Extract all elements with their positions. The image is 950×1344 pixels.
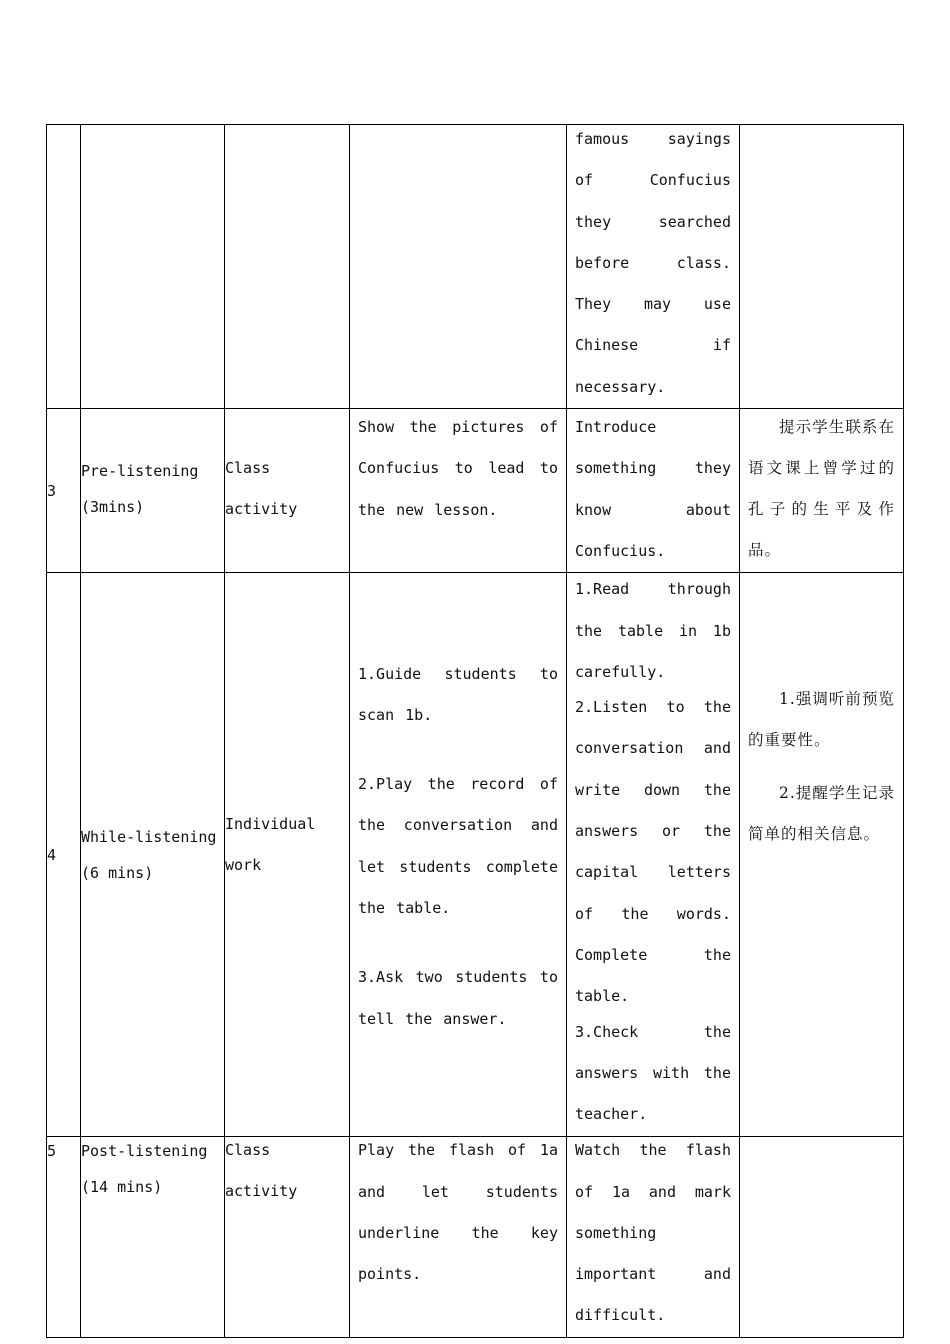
stage-cell	[81, 573, 225, 1137]
mode-cell	[225, 409, 350, 573]
mode-label-2: work	[225, 855, 262, 874]
teacher-activity-cell	[350, 125, 567, 409]
step-number-cell	[47, 573, 81, 1137]
stage-cell	[81, 409, 225, 573]
mode-label-1: Class	[225, 1141, 271, 1160]
lesson-plan-table	[46, 124, 904, 1338]
teaching-note-2: 2.提醒学生记录简单的相关信息。	[748, 783, 895, 843]
stage-duration: (14 mins)	[81, 1178, 163, 1197]
stage-name: While-listening	[81, 827, 217, 846]
teacher-step-3: 3.Ask two students to tell the answer.	[358, 968, 558, 1028]
teacher-step-1: 1.Guide students to scan 1b.	[358, 664, 558, 724]
table-row	[47, 409, 904, 573]
student-activity-cell	[567, 409, 740, 573]
mode-label-2: activity	[225, 1182, 298, 1201]
student-activity-cell	[567, 573, 740, 1137]
table-row	[47, 125, 904, 409]
step-number: 4	[47, 845, 57, 864]
mode-label-1: Individual	[225, 814, 316, 833]
stage-cell	[81, 1137, 225, 1337]
step-number: 5	[47, 1142, 57, 1161]
stage-cell	[81, 125, 225, 409]
stage-name: Pre-listening	[81, 461, 199, 480]
student-activity-text: Introduce something they know about Confucius.	[575, 418, 731, 560]
mode-cell	[225, 573, 350, 1137]
stage-name: Post-listening	[81, 1142, 208, 1161]
teacher-activity-text: Show the pictures of Confucius to lead to the new lesson.	[358, 418, 558, 519]
teaching-note-1: 1.强调听前预览的重要性。	[748, 690, 895, 750]
step-number: 3	[47, 481, 57, 500]
student-activity-text: Watch the flash of 1a and mark something important and difficult.	[575, 1141, 731, 1325]
mode-cell	[225, 1137, 350, 1337]
student-step-3: 3.Check the answers with the teacher.	[575, 1022, 731, 1124]
table-row	[47, 573, 904, 1137]
note-cell	[740, 125, 904, 409]
student-activity-cell	[567, 125, 740, 409]
step-number-cell	[47, 409, 81, 573]
mode-cell	[225, 125, 350, 409]
student-step-2: 2.Listen to the conversation and write down the answers or the capital letters of the words. Complete the table.	[575, 698, 731, 1006]
teacher-step-2: 2.Play the record of the conversation and let students complete the table.	[358, 775, 558, 918]
teacher-activity-cell	[350, 1137, 567, 1337]
mode-label-1: Class	[225, 458, 271, 477]
teacher-activity-cell	[350, 573, 567, 1137]
mode-label-2: activity	[225, 499, 298, 518]
student-activity-cell	[567, 1137, 740, 1337]
note-cell	[740, 409, 904, 573]
note-cell	[740, 573, 904, 1137]
stage-duration: (3mins)	[81, 497, 145, 516]
student-activity-text: famous sayings of Confucius they searched before class. They may use Chinese if necessary.	[575, 130, 731, 396]
step-number-cell	[47, 125, 81, 409]
student-step-1: 1.Read through the table in 1b carefully.	[575, 580, 731, 681]
stage-duration: (6 mins)	[81, 863, 154, 882]
note-cell	[740, 1137, 904, 1337]
teacher-activity-cell	[350, 409, 567, 573]
step-number-cell	[47, 1137, 81, 1337]
teacher-activity-text: Play the flash of 1a and let students underline the key points.	[358, 1141, 558, 1284]
teaching-note: 提示学生联系在语文课上曾学过的孔子的生平及作品。	[748, 418, 895, 560]
table-row	[47, 1137, 904, 1337]
